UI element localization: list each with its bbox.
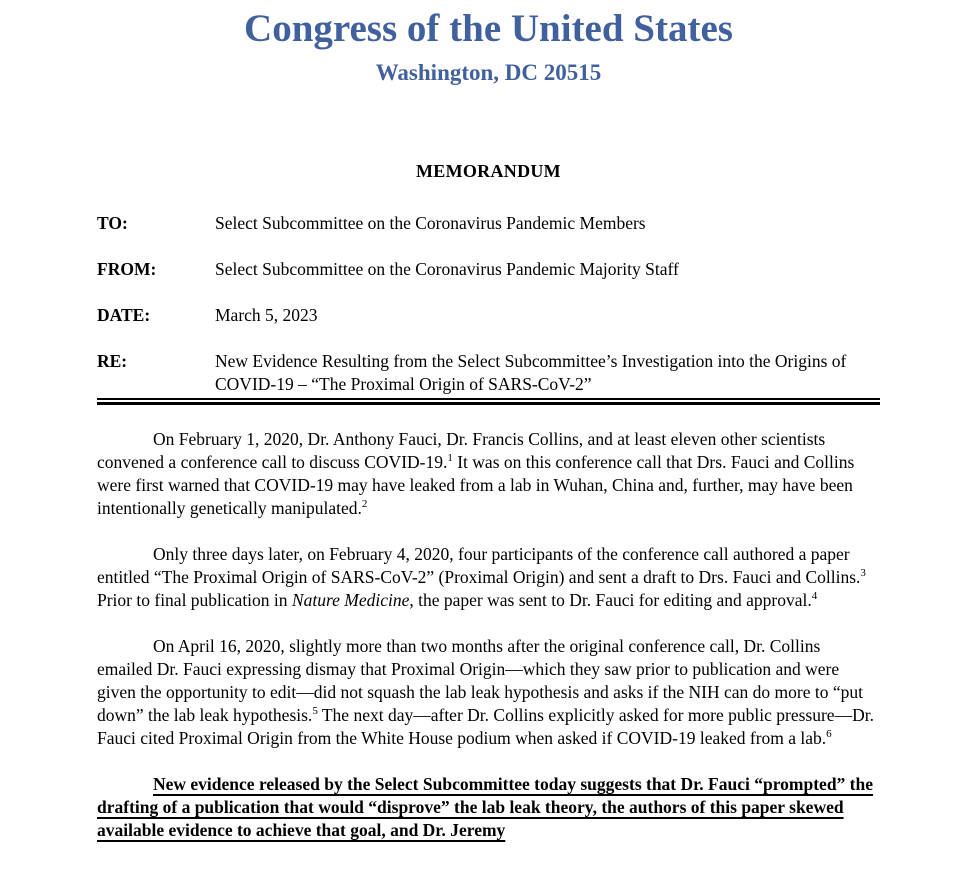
memo-body bbox=[97, 428, 880, 842]
italic-text: Nature Medicine bbox=[291, 590, 410, 610]
text-run: The next day—after Dr. Collins explicitly asked for more public pressure—Dr. Fauci cited Proximal Origin from the White House podium when asked if COVID-19 leaked from a lab. bbox=[97, 705, 874, 748]
footnote-ref: 5 bbox=[312, 705, 318, 718]
footnote-ref: 3 bbox=[860, 567, 866, 580]
text-run: New evidence released by the Select Subcommittee today suggests that Dr. Fauci “prompted” the drafting of a publication that would “disprove” the lab leak theory, the authors of this paper skewed available evidence to achieve that goal, and Dr. Jeremy bbox=[97, 774, 874, 840]
letterhead-title: Congress of the United States bbox=[244, 7, 733, 50]
field-label-re: RE: bbox=[97, 351, 128, 371]
text-run: , the paper was sent to Dr. Fauci for editing and approval. bbox=[409, 590, 812, 610]
field-value-from: Select Subcommittee on the Coronavirus Pandemic Majority Staff bbox=[215, 259, 679, 279]
text-run: On April 16, 2020, slightly more than two months after the original conference call, Dr. Collins emailed Dr. Fauci expressing dismay that Proximal Origin—which they saw prior to publication and were given the opportunity to edit—did not squash the lab leak hypothesis and asks if the NIH can do more to “put down” the lab leak hypothesis. bbox=[97, 636, 863, 725]
text-run: Only three days later, on February 4, 2020, four participants of the conference call authored a paper entitled “The Proximal Origin of SARS-CoV-2” (Proximal Origin) and sent a draft to Drs. Fauci and Collins. bbox=[97, 544, 861, 587]
field-value-date: March 5, 2023 bbox=[215, 305, 318, 325]
field-label-to: TO: bbox=[97, 213, 128, 233]
footnote-ref: 1 bbox=[447, 452, 453, 465]
memo-fields bbox=[97, 212, 880, 396]
body-paragraph bbox=[97, 428, 880, 520]
field-value-re: New Evidence Resulting from the Select Subcommittee’s Investigation into the Origins of COVID-19 – “The Proximal Origin of SARS-CoV-2” bbox=[215, 351, 847, 394]
footnote-ref: 6 bbox=[826, 728, 832, 741]
memo-field-row-re bbox=[97, 350, 880, 396]
letterhead bbox=[97, 6, 880, 86]
letterhead-address: Washington, DC 20515 bbox=[375, 60, 602, 85]
body-paragraph bbox=[97, 635, 880, 750]
footnote-ref: 2 bbox=[361, 498, 368, 511]
field-label-date: DATE: bbox=[97, 305, 151, 325]
memo-field-row-to bbox=[97, 212, 880, 235]
divider-rule bbox=[97, 398, 880, 405]
body-paragraph bbox=[97, 543, 880, 612]
text-run: On February 1, 2020, Dr. Anthony Fauci, Dr. Francis Collins, and at least eleven other scientists convened a conference call to discuss COVID-19. bbox=[97, 429, 826, 472]
text-run: Prior to final publication in bbox=[97, 590, 292, 610]
memo-field-row-date bbox=[97, 304, 880, 327]
field-value-to: Select Subcommittee on the Coronavirus Pandemic Members bbox=[215, 213, 646, 233]
body-paragraph bbox=[97, 773, 880, 842]
field-label-from: FROM: bbox=[97, 259, 157, 279]
memo-title: MEMORANDUM bbox=[416, 161, 561, 181]
text-run: It was on this conference call that Drs. Fauci and Collins were first warned that COVID-19 may have leaked from a lab in Wuhan, China and, further, may have been intentionally genetically manipulated. bbox=[97, 452, 855, 518]
footnote-ref: 4 bbox=[811, 590, 818, 603]
memo-field-row-from bbox=[97, 258, 880, 281]
